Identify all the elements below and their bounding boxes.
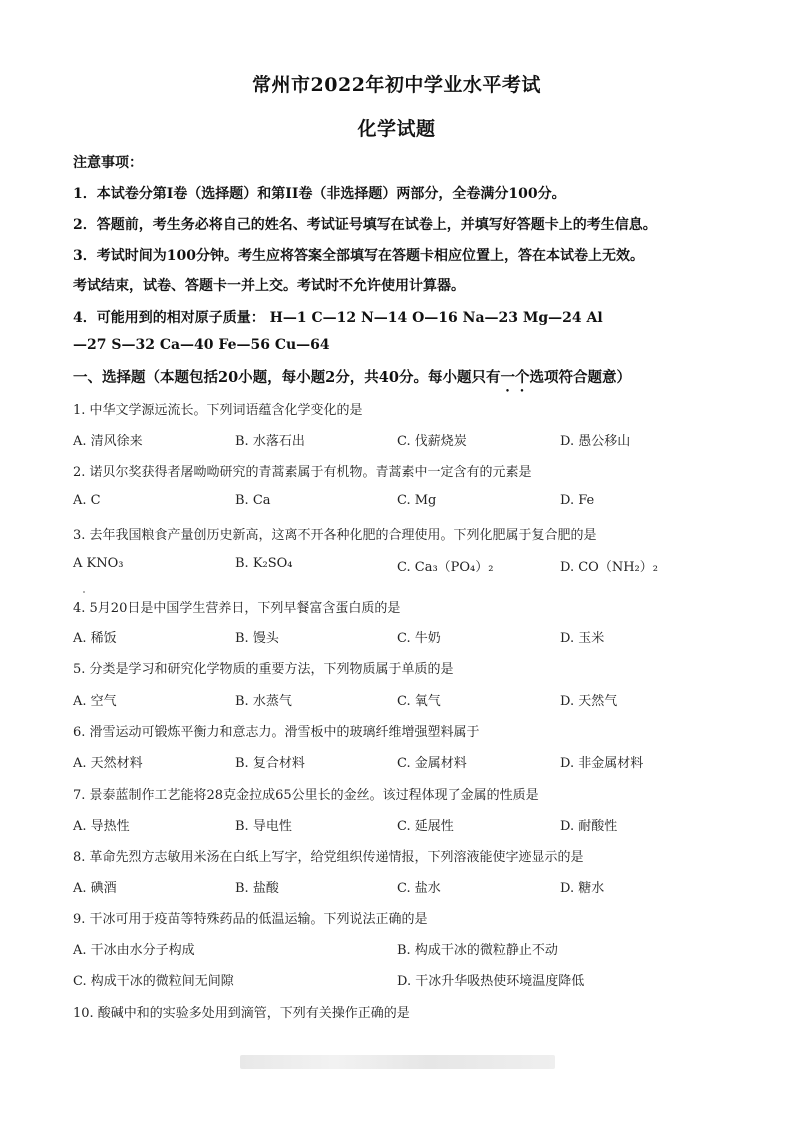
question-1-option-b: B. 水落石出 bbox=[235, 434, 305, 449]
note-line-3b: 考试结束，试卷、答题卡一并上交。考试时不允许使用计算器。 bbox=[73, 278, 465, 294]
question-10-stem: 10. 酸碱中和的实验多处用到滴管，下列有关操作正确的是 bbox=[73, 1006, 410, 1021]
question-8-stem: 8. 革命先烈方志敏用米汤在白纸上写字，给党组织传递情报，下列溶液能使字迹显示的是 bbox=[73, 850, 584, 865]
question-7-option-d: D. 耐酸性 bbox=[560, 819, 618, 834]
question-1-option-d: D. 愚公移山 bbox=[560, 434, 631, 449]
question-6-option-c: C. 金属材料 bbox=[397, 756, 467, 771]
note-line-1: 1．本试卷分第I卷（选择题）和第II卷（非选择题）两部分，全卷满分100分。 bbox=[73, 186, 566, 202]
question-2-option-b: B. Ca bbox=[235, 493, 271, 508]
question-2-option-a: A. C bbox=[73, 493, 101, 508]
blurred-footer-watermark bbox=[240, 1055, 555, 1069]
question-4-stem: 4. 5月20日是中国学生营养日，下列早餐富含蛋白质的是 bbox=[73, 601, 401, 616]
question-6-option-b: B. 复合材料 bbox=[235, 756, 305, 771]
section-heading-tail: 选项符合题意） bbox=[529, 369, 631, 386]
question-4-option-c: C. 牛奶 bbox=[397, 631, 441, 646]
question-8-option-c: C. 盐水 bbox=[397, 881, 441, 896]
section-heading bbox=[73, 366, 631, 395]
question-6-option-a: A. 天然材料 bbox=[73, 756, 143, 771]
question-7-stem: 7. 景泰蓝制作工艺能将28克金拉成65公里长的金丝。该过程体现了金属的性质是 bbox=[73, 788, 539, 803]
question-4-option-d: D. 玉米 bbox=[560, 631, 605, 646]
exam-title: 常州市2022年初中学业水平考试 bbox=[252, 74, 541, 96]
question-2-option-d: D. Fe bbox=[560, 493, 595, 508]
question-5-option-d: D. 天然气 bbox=[560, 694, 618, 709]
section-heading-text: 一、选择题（本题包括20小题，每小题2分，共40分。每小题只有 bbox=[73, 369, 501, 386]
question-2-stem: 2. 诺贝尔奖获得者屠呦呦研究的青蒿素属于有机物。青蒿素中一定含有的元素是 bbox=[73, 465, 532, 480]
question-8-option-b: B. 盐酸 bbox=[235, 881, 279, 896]
question-9-option-c: C. 构成干冰的微粒间无间隙 bbox=[73, 974, 234, 989]
question-7-option-c: C. 延展性 bbox=[397, 819, 454, 834]
question-5-option-c: C. 氧气 bbox=[397, 694, 441, 709]
question-5-option-a: A. 空气 bbox=[73, 694, 117, 709]
question-1-stem: 1. 中华文学源远流长。下列词语蕴含化学变化的是 bbox=[73, 403, 363, 418]
question-5-stem: 5. 分类是学习和研究化学物质的重要方法，下列物质属于单质的是 bbox=[73, 662, 454, 677]
exam-subtitle: 化学试题 bbox=[357, 118, 436, 140]
scan-speck bbox=[83, 591, 85, 593]
note-line-4: 4．可能用到的相对原子质量： H—1 C—12 N—14 O—16 Na—23 Mg—24 Al bbox=[73, 310, 603, 326]
note-line-2: 2．答题前，考生务必将自己的姓名、考试证号填写在试卷上，并填写好答题卡上的考生信息。 bbox=[73, 217, 657, 233]
question-6-option-d: D. 非金属材料 bbox=[560, 756, 644, 771]
question-6-stem: 6. 滑雪运动可锻炼平衡力和意志力。滑雪板中的玻璃纤维增强塑料属于 bbox=[73, 725, 480, 740]
question-7-option-a: A. 导热性 bbox=[73, 819, 130, 834]
notes-heading: 注意事项： bbox=[73, 155, 143, 171]
question-8-option-a: A. 碘酒 bbox=[73, 881, 117, 896]
question-5-option-b: B. 水蒸气 bbox=[235, 694, 292, 709]
question-8-option-d: D. 糖水 bbox=[560, 881, 605, 896]
question-9-option-d: D. 干冰升华吸热使环境温度降低 bbox=[397, 974, 585, 989]
question-3-option-d: D. CO（NH₂）₂ bbox=[560, 560, 658, 575]
question-3-stem: 3. 去年我国粮食产量创历史新高，这离不开各种化肥的合理使用。下列化肥属于复合肥的是 bbox=[73, 528, 597, 543]
question-3-option-b: B. K₂SO₄ bbox=[235, 556, 293, 571]
section-heading-emphasis: 一个 bbox=[500, 369, 530, 386]
question-7-option-b: B. 导电性 bbox=[235, 819, 292, 834]
question-9-stem: 9. 干冰可用于疫苗等特殊药品的低温运输。下列说法正确的是 bbox=[73, 912, 428, 927]
question-4-option-b: B. 馒头 bbox=[235, 631, 279, 646]
question-9-option-b: B. 构成干冰的微粒静止不动 bbox=[397, 943, 558, 958]
note-line-4b: —27 S—32 Ca—40 Fe—56 Cu—64 bbox=[73, 337, 330, 353]
question-3-option-a: A KNO₃ bbox=[73, 556, 124, 571]
note-line-3: 3．考试时间为100分钟。考生应将答案全部填写在答题卡相应位置上，答在本试卷上无效。 bbox=[73, 248, 644, 264]
question-4-option-a: A. 稀饭 bbox=[73, 631, 117, 646]
question-2-option-c: C. Mg bbox=[397, 493, 437, 508]
question-1-option-a: A. 清风徐来 bbox=[73, 434, 143, 449]
question-9-option-a: A. 干冰由水分子构成 bbox=[73, 943, 195, 958]
question-1-option-c: C. 伐薪烧炭 bbox=[397, 434, 467, 449]
question-3-option-c: C. Ca₃（PO₄）₂ bbox=[397, 560, 494, 575]
